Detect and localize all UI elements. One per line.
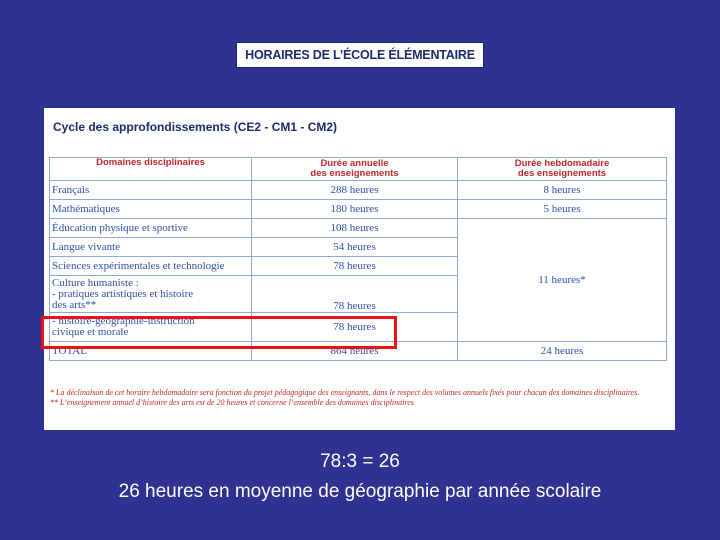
table-row — [50, 181, 667, 200]
header-weekly-duration: Durée hebdomadaire des enseignements — [458, 158, 667, 181]
annual-cell: 78 heures — [252, 313, 458, 342]
annual-cell: 180 heures — [252, 200, 458, 219]
footnotes — [50, 388, 670, 408]
cycle-title: Cycle des approfondissements (CE2 - CM1 - CM2) — [53, 120, 338, 134]
footnote-2: ** L’enseignement annuel d’histoire des arts est de 20 heures et concerne l’ensemble des domaines disciplinaires — [50, 398, 414, 407]
table-row — [50, 219, 667, 238]
header-domains: Domaines disciplinaires — [50, 158, 252, 181]
table-header-row — [50, 158, 667, 181]
table-row — [50, 200, 667, 219]
domain-cell: Sciences expérimentales et technologie — [50, 257, 252, 276]
domain-cell: Français — [50, 181, 252, 200]
annual-cell: 78 heures — [252, 276, 458, 313]
domain-cell: Mathématiques — [50, 200, 252, 219]
weekly-cell: 8 heures — [458, 181, 667, 200]
hours-table — [49, 157, 667, 361]
annual-cell: 54 heures — [252, 238, 458, 257]
caption-explanation: 26 heures en moyenne de géographie par année scolaire — [118, 481, 602, 502]
footnote-1: * La déclinaison de cet horaire hebdomadaire sera fonction du projet pédagogique des enseignants, dans le respect des volumes annuels fixés pour chacun des domaines disciplinaires. — [50, 388, 640, 397]
total-label: TOTAL — [50, 342, 252, 361]
total-weekly: 24 heures — [458, 342, 667, 361]
domain-cell: Éducation physique et sportive — [50, 219, 252, 238]
header-annual-duration: Durée annuelle des enseignements — [252, 158, 458, 181]
slide-title: HORAIRES DE L’ÉCOLE ÉLÉMENTAIRE — [236, 42, 484, 68]
domain-cell: Culture humaniste : - pratiques artistiques et histoire des arts** — [50, 276, 252, 313]
merged-weekly-cell: 11 heures* — [458, 219, 667, 342]
annual-cell: 288 heures — [252, 181, 458, 200]
annual-cell: 78 heures — [252, 257, 458, 276]
weekly-cell: 5 heures — [458, 200, 667, 219]
table-total-row — [50, 342, 667, 361]
domain-cell: Langue vivante — [50, 238, 252, 257]
domain-cell: - histoire-géographie-instruction civique et morale — [50, 313, 252, 342]
total-annual: 864 heures — [252, 342, 458, 361]
caption-calculation: 78:3 = 26 — [320, 451, 400, 472]
annual-cell: 108 heures — [252, 219, 458, 238]
timetable-document — [44, 108, 675, 430]
